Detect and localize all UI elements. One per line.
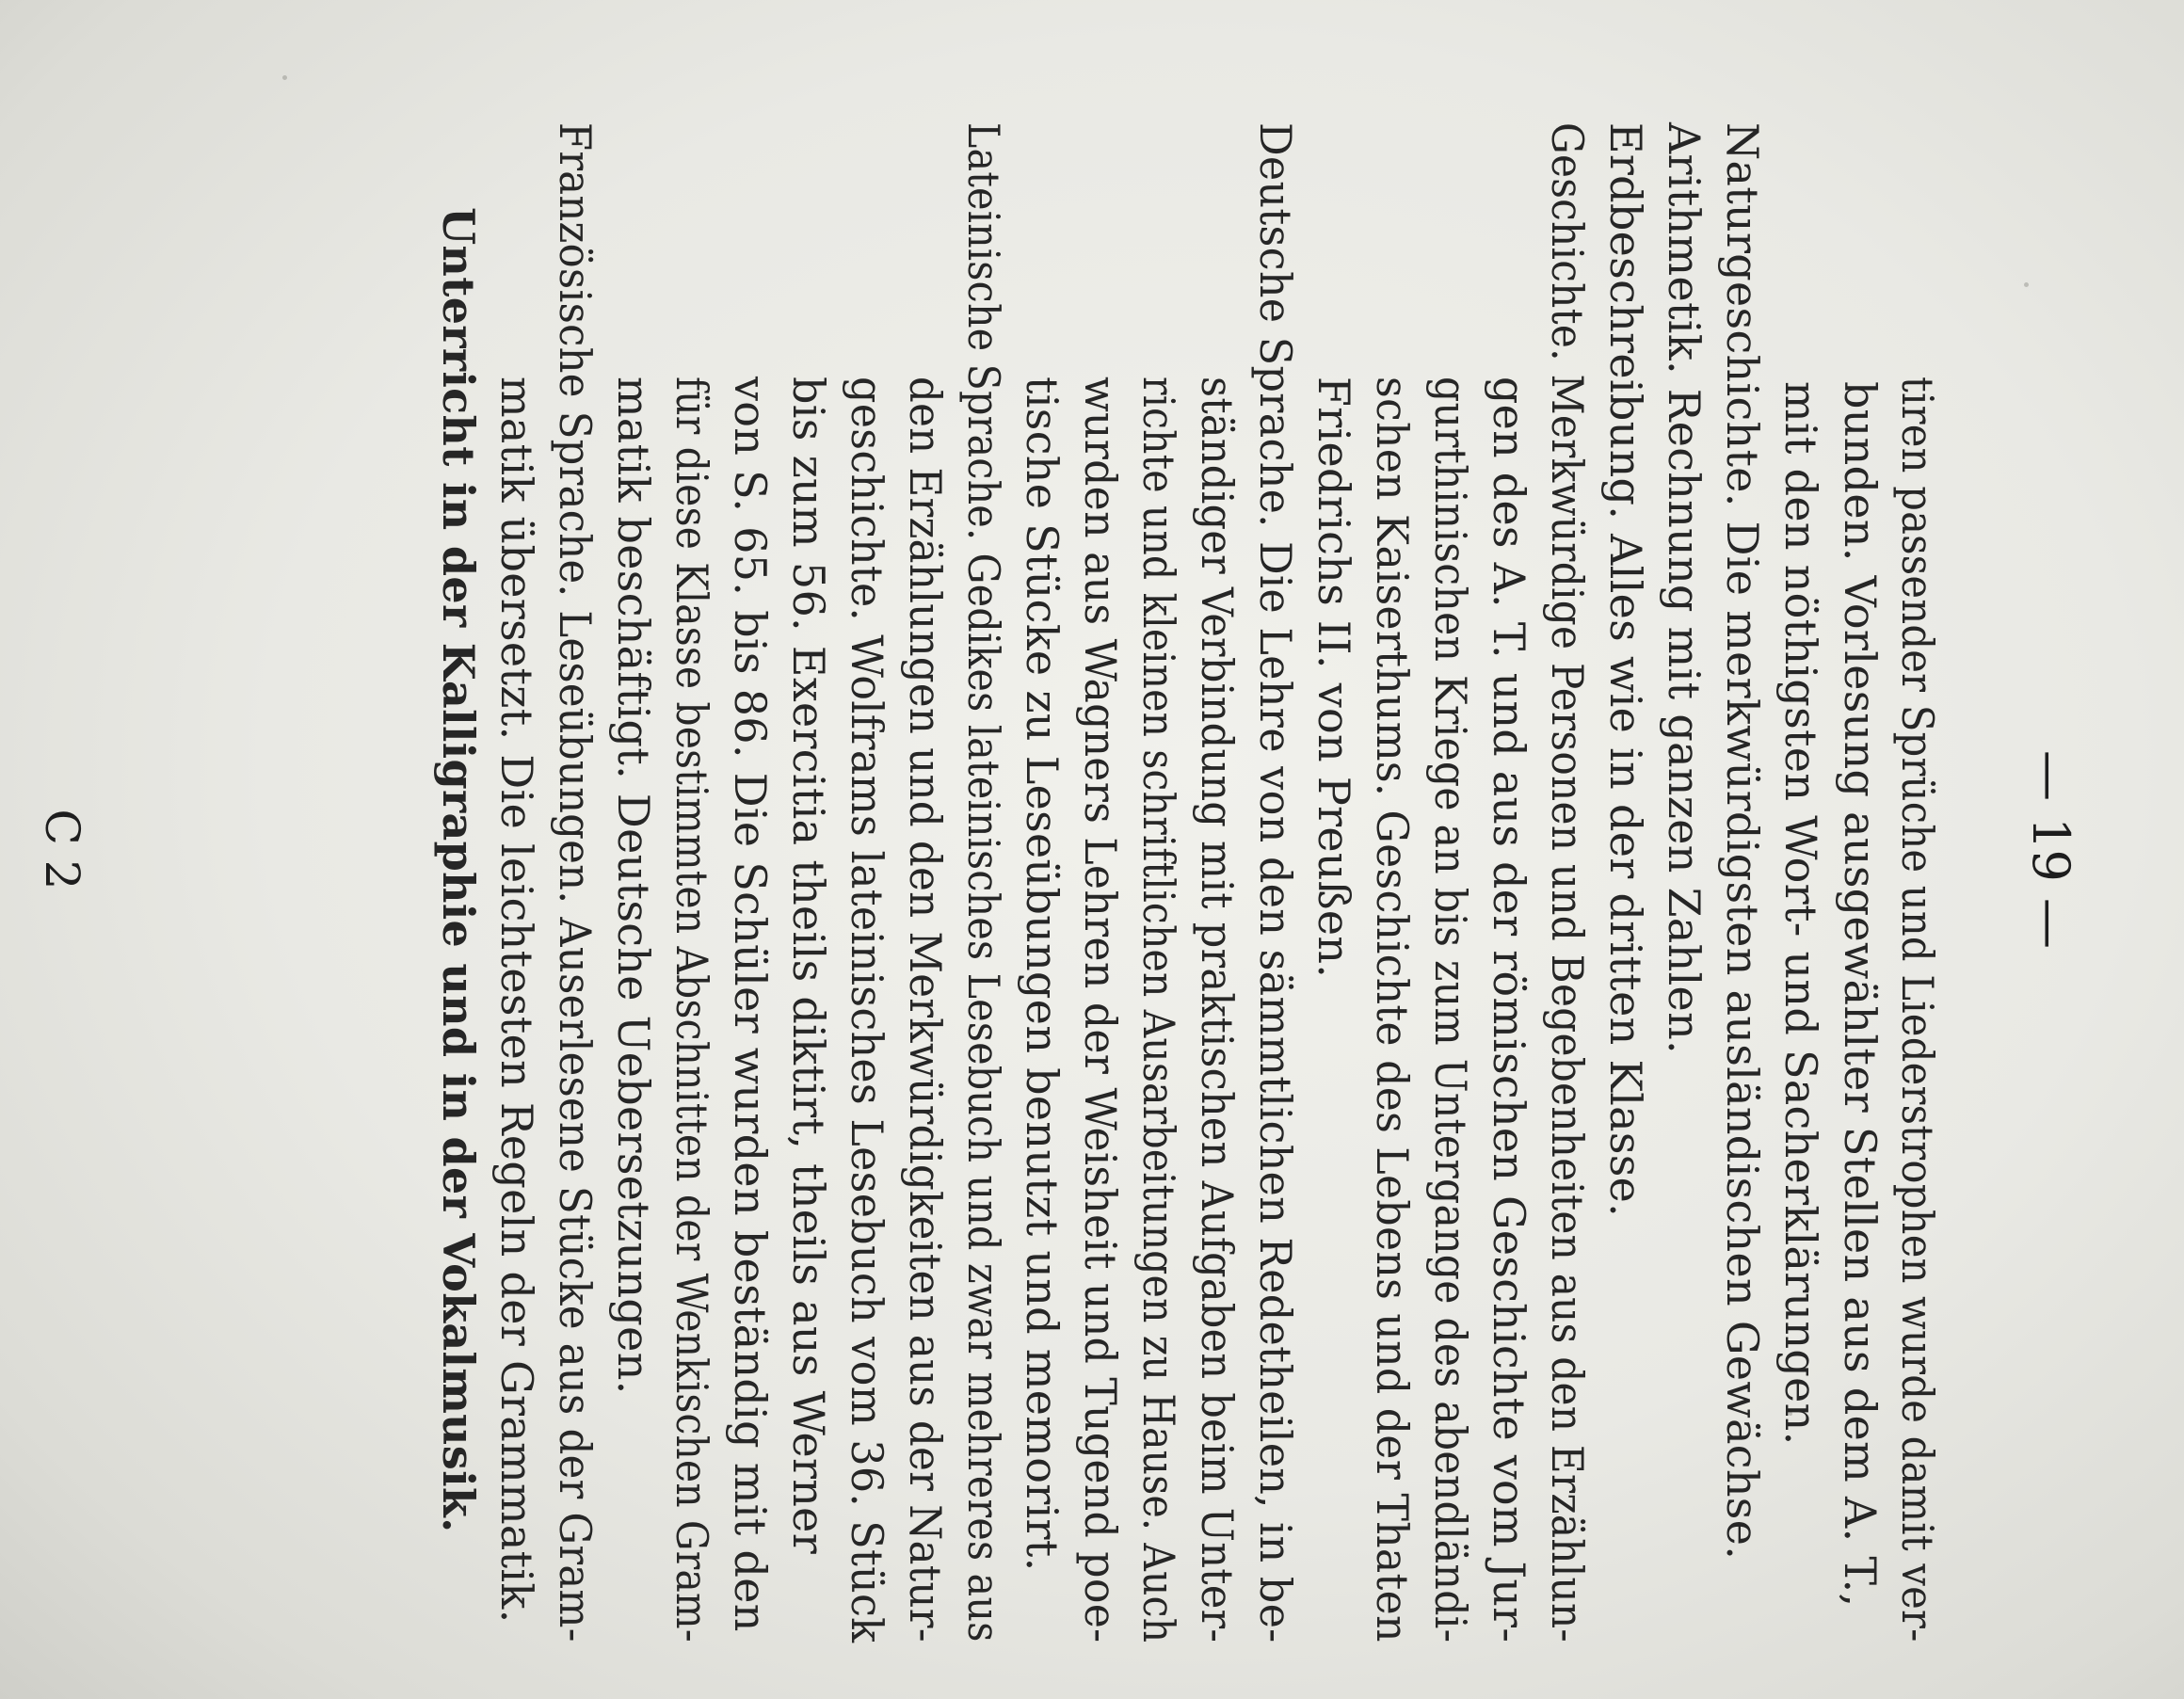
text-line: gurthinischen Kriege an bis zum Untergange des abendländi-	[1425, 377, 1476, 1643]
text-line: Unterricht in der Kalligraphie und in der Vokalmusik.	[433, 207, 484, 1533]
text-line: gen des A. T. und aus der römischen Geschichte vom Jur-	[1484, 377, 1534, 1643]
text-line: richte und kleinen schriftlichen Ausarbeitungen zu Hause. Auch	[1133, 377, 1184, 1643]
text-line: für diese Klasse bestimmten Abschnitten der Wenkischen Gram-	[666, 377, 717, 1643]
text-line: von S. 65. bis 86. Die Schüler wurden beständig mit den	[725, 377, 776, 1632]
text-line: mit den nöthigsten Wort- und Sacherklärungen.	[1775, 381, 1826, 1446]
text-line: Lateinische Sprache. Gedikes lateinisches Lesebuch und zwar mehreres aus	[958, 122, 1009, 1643]
page-number: — 19 —	[2021, 749, 2080, 950]
text-line: wurden aus Wagners Lehren der Weisheit und Tugend poe-	[1075, 377, 1126, 1643]
text-line: Friedrichs II. von Preußen.	[1309, 377, 1359, 979]
text-line: matik beschäftigt. Deutsche Uebersetzungen.	[608, 377, 659, 1395]
text-line: Französische Sprache. Leseübungen. Auserlesene Stücke aus der Gram-	[550, 122, 601, 1643]
text-line: tiren passender Sprüche und Liederstrophen wurde damit ver-	[1892, 377, 1943, 1643]
text-line: matik übersetzt. Die leichtesten Regeln der Grammatik.	[491, 377, 542, 1624]
text-line: Naturgeschichte. Die merkwürdigsten ausländischen Gewächse.	[1717, 122, 1768, 1561]
text-line: geschichte. Wolframs lateinisches Lesebuch vom 36. Stück	[842, 377, 892, 1643]
text-line: ständiger Verbindung mit praktischen Aufgaben beim Unter-	[1192, 377, 1243, 1643]
text-line: Arithmetik. Rechnung mit ganzen Zahlen.	[1659, 122, 1710, 1054]
text-line: Deutsche Sprache. Die Lehre von den sämmtlichen Redetheilen, in be-	[1250, 122, 1301, 1643]
text-line: Geschichte. Merkwürdige Personen und Begebenheiten aus den Erzählun-	[1542, 122, 1593, 1643]
text-line: schen Kaiserthums. Geschichte des Lebens und der Thaten	[1367, 377, 1418, 1643]
text-line: den Erzählungen und den Merkwürdigkeiten aus der Natur-	[900, 377, 951, 1643]
text-line: bis zum 56. Exercitia theils diktirt, theils aus Werner	[783, 377, 834, 1554]
signature-mark: C 2	[35, 809, 89, 890]
text-line: tische Stücke zu Leseübungen benutzt und memorirt.	[1017, 377, 1068, 1572]
text-line: Erdbeschreibung. Alles wie in der dritten Klasse.	[1600, 122, 1651, 1218]
text-line: bunden. Vorlesung ausgewählter Stellen aus dem A. T.,	[1835, 381, 1886, 1608]
